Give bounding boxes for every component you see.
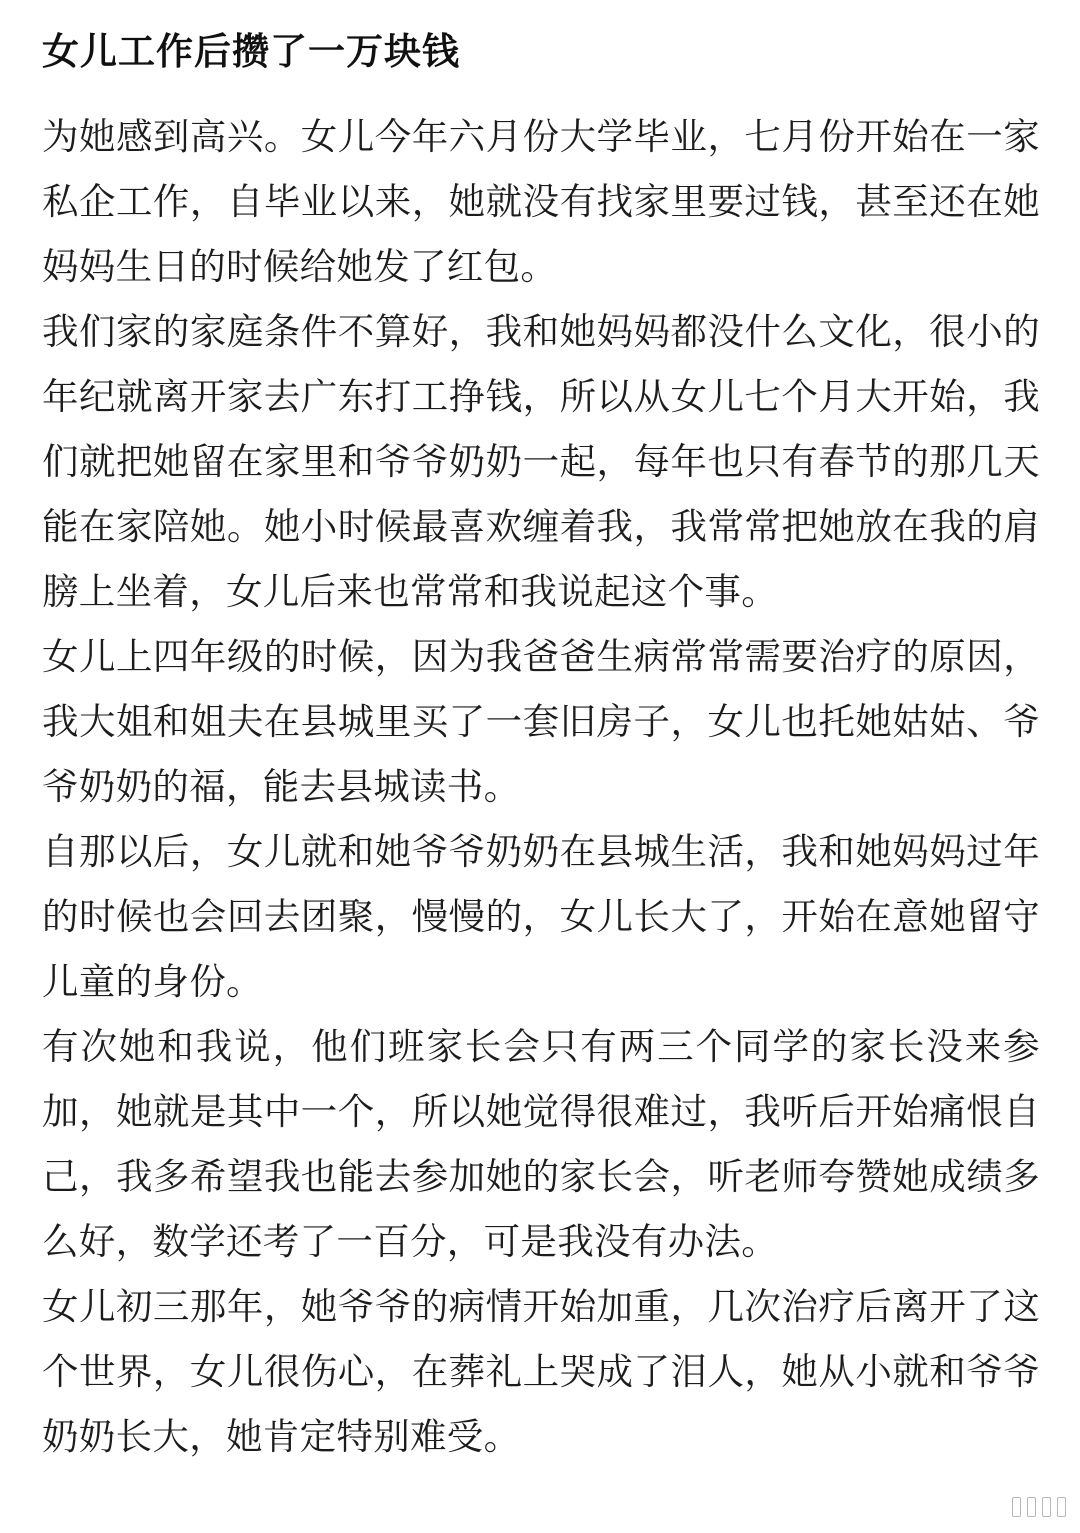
watermark-bar xyxy=(1012,1497,1021,1517)
watermark-bar xyxy=(1027,1497,1036,1517)
paragraph: 为她感到高兴。女儿今年六月份大学毕业，七月份开始在一家私企工作，自毕业以来，她就没有找家里要过钱，甚至还在她妈妈生日的时候给她发了红包。 xyxy=(42,115,1040,288)
watermark-bar xyxy=(1042,1497,1051,1517)
post-title: 女儿工作后攒了一万块钱 xyxy=(42,30,460,73)
paragraph: 自那以后，女儿就和她爷爷奶奶在县城生活，我和她妈妈过年的时候也会回去团聚，慢慢的，女儿长大了，开始在意她留守儿童的身份。 xyxy=(42,830,1040,1003)
watermark-bar xyxy=(1057,1497,1066,1517)
paragraph: 女儿上四年级的时候，因为我爸爸生病常常需要治疗的原因，我大姐和姐夫在县城里买了一套旧房子，女儿也托她姑姑、爷爷奶奶的福，能去县城读书。 xyxy=(42,635,1040,808)
watermark-icon xyxy=(1012,1497,1066,1517)
paragraph: 女儿初三那年，她爷爷的病情开始加重，几次治疗后离开了这个世界，女儿很伤心，在葬礼上哭成了泪人，她从小就和爷爷奶奶长大，她肯定特别难受。 xyxy=(42,1285,1040,1458)
post-body xyxy=(42,104,1040,1469)
paragraph: 我们家的家庭条件不算好，我和她妈妈都没什么文化，很小的年纪就离开家去广东打工挣钱，所以从女儿七个月大开始，我们就把她留在家里和爷爷奶奶一起，每年也只有春节的那几天能在家陪她。她小时候最喜欢缠着我，我常常把她放在我的肩膀上坐着，女儿后来也常常和我说起这个事。 xyxy=(42,310,1040,613)
paragraph: 有次她和我说，他们班家长会只有两三个同学的家长没来参加，她就是其中一个，所以她觉得很难过，我听后开始痛恨自己，我多希望我也能去参加她的家长会，听老师夸赞她成绩多么好，数学还考了一百分，可是我没有办法。 xyxy=(42,1025,1040,1263)
